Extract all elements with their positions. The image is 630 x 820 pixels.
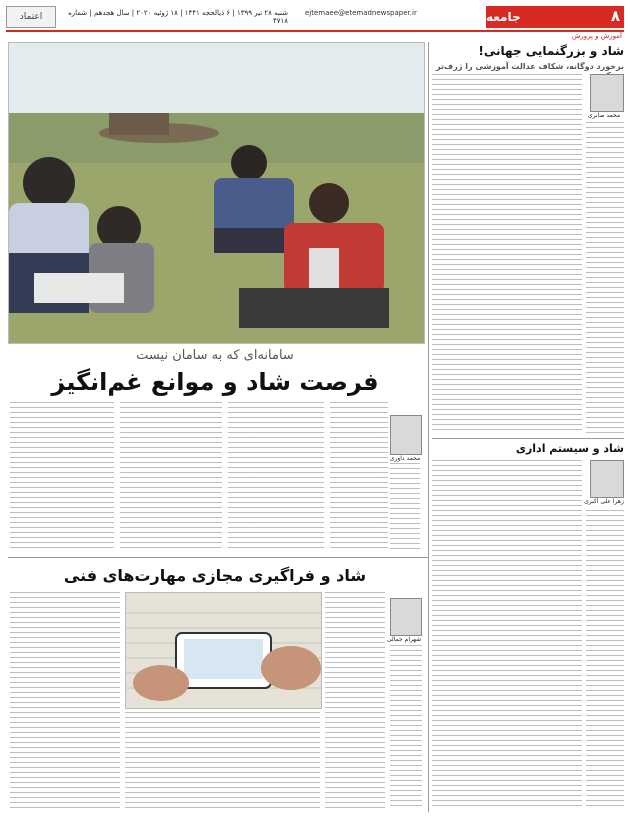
main-author: محمد داوری bbox=[389, 455, 421, 462]
right-author-2: زهرا علی اکبری bbox=[584, 498, 624, 505]
right-text-col-2b bbox=[586, 510, 624, 810]
bottom-text-col-1 bbox=[325, 592, 385, 810]
main-kicker: سامانه‌ای که به سامان نیست bbox=[136, 348, 294, 363]
right-author-photo bbox=[590, 74, 624, 112]
bottom-author: شهرام جمالی bbox=[386, 636, 422, 643]
bottom-author-photo bbox=[390, 598, 422, 636]
bottom-text-col-2 bbox=[125, 712, 320, 810]
right-author: محمد صابری bbox=[587, 112, 621, 119]
children-studying-photo bbox=[8, 42, 425, 344]
newspaper-logo: اعتماد bbox=[6, 6, 56, 28]
bottom-divider bbox=[8, 557, 428, 558]
main-text-col-3 bbox=[120, 402, 222, 552]
right-text-col bbox=[432, 74, 582, 434]
bottom-headline: شاد و فراگیری مجازی مهارت‌های فنی bbox=[63, 566, 367, 585]
main-text-col-1b bbox=[390, 463, 420, 553]
photo-illustration bbox=[9, 43, 424, 343]
main-text-col-1 bbox=[330, 402, 388, 552]
date-line: شنبه ۲۸ تیر ۱۳۹۹ | ۶ ذیالحجه ۱۴۴۱ | ۱۸ ژوئیه ۲۰۲۰ | سال هجدهم | شماره ۴۷۱۸ bbox=[68, 9, 288, 25]
smartphone-photo bbox=[125, 592, 322, 709]
main-headline: فرصت شاد و موانع غم‌انگیز bbox=[51, 368, 379, 396]
right-text-col-b bbox=[586, 122, 624, 434]
bottom-text-col-3 bbox=[10, 592, 120, 810]
section-tag: آموزش و پرورش bbox=[571, 32, 622, 40]
section-title: جامعه bbox=[486, 10, 521, 24]
right-text-col-2 bbox=[432, 460, 582, 810]
right-headline: شاد و بزرگنمایی جهانی! bbox=[478, 44, 624, 58]
bottom-text-col-1b bbox=[390, 645, 422, 810]
phone-illustration bbox=[126, 593, 321, 708]
right-subhead: برخورد دوگانه، شکاف عدالت آموزشی را ژرف‌تر bbox=[435, 62, 624, 71]
main-text-col-2 bbox=[228, 402, 324, 552]
section-header bbox=[486, 6, 624, 28]
right-divider bbox=[432, 438, 624, 439]
right-headline-2: شاد و سیستم اداری bbox=[515, 442, 624, 455]
header-divider bbox=[6, 30, 624, 32]
page-number: ۸ bbox=[610, 7, 620, 25]
author-photo bbox=[390, 415, 422, 455]
email-link[interactable]: ejtemaee@etemadnewspaper.ir bbox=[305, 9, 417, 17]
column-divider bbox=[428, 42, 429, 812]
main-text-col-4 bbox=[10, 402, 114, 552]
right-author-2-photo bbox=[590, 460, 624, 498]
